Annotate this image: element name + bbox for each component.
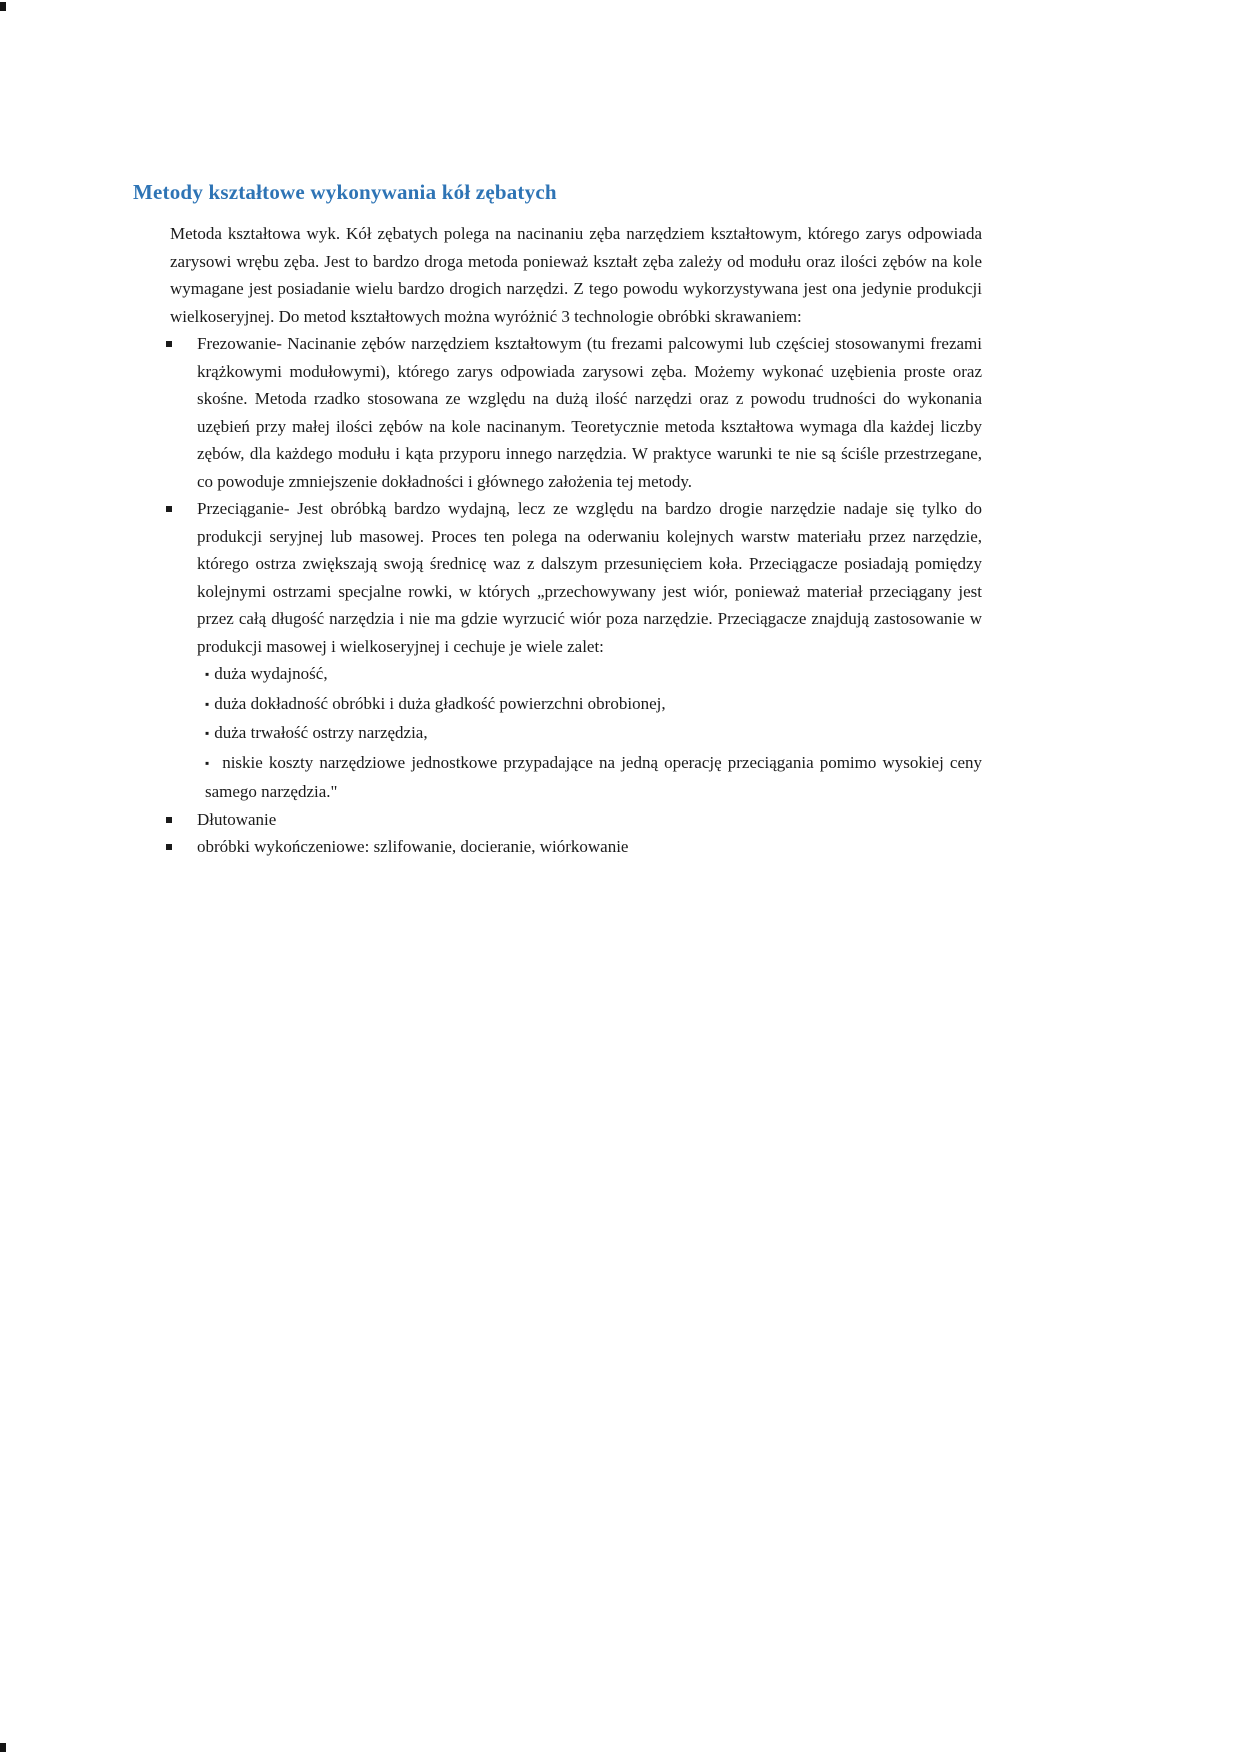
scan-artifact-top — [0, 2, 6, 11]
list-item-text: obróbki wykończeniowe: szlifowanie, docieranie, wiórkowanie — [197, 837, 629, 856]
intro-paragraph: Metoda kształtowa wyk. Kół zębatych polega na nacinaniu zęba narzędziem kształtowym, którego zarys odpowiada zarysowi wrębu zęba. Jest to bardzo droga metoda ponieważ kształt zęba zależy od modułu oraz ilości zębów na kole wymagane jest posiadanie wielu bardzo drogich narzędzi. Z tego powodu wykorzystywana jest ona jedynie produkcji wielkoseryjnej. Do metod kształtowych można wyróżnić 3 technologie obróbki skrawaniem: — [170, 224, 982, 326]
square-bullet-icon: ▪ — [205, 726, 210, 740]
document-content — [133, 180, 982, 861]
list-item-text: Frezowanie- Nacinanie zębów narzędziem kształtowym (tu frezami palcowymi lub częściej stosowanymi frezami krążkowymi modułowymi), którego zarys odpowiada zarysowi zęba. Możemy wykonać uzębienia proste oraz skośne. Metoda rzadko stosowana ze względu na dużą ilość narzędzi oraz z powodu trudności do wykonania uzębień przy małej ilości zębów na kole nacinanym. Teoretycznie metoda kształtowa wymaga dla każdej liczby zębów, dla każdego modułu i kąta przyporu innego narzędzia. W praktyce warunki te nie są ściśle przestrzegane, co powoduje zmniejszenie dokładności i głównego założenia tej metody. — [197, 334, 982, 491]
bullet-icon — [166, 844, 172, 850]
sub-item-text: niskie koszty narzędziowe jednostkowe przypadające na jedną operację przeciągania pomimo wysokiej ceny samego narzędzia." — [205, 752, 983, 801]
list-item-frezowanie — [166, 330, 982, 495]
bullet-icon — [166, 817, 172, 823]
sub-list-item — [205, 719, 982, 749]
square-bullet-icon: ▪ — [205, 696, 210, 711]
sub-list-item — [205, 660, 982, 690]
list-item-obrobki-wykonczeniowe — [166, 833, 982, 861]
bullet-list — [133, 330, 982, 861]
sub-list-item — [205, 749, 982, 806]
bullet-icon — [166, 341, 172, 347]
sub-bullet-list — [205, 660, 982, 806]
list-item-dlutowanie — [166, 806, 982, 834]
sub-item-text: duża dokładność obróbki i duża gładkość powierzchni obrobionej, — [214, 693, 666, 713]
bullet-icon — [166, 506, 172, 512]
list-item-text: Przeciąganie- Jest obróbką bardzo wydajną, lecz ze względu na bardzo drogie narzędzie nadaje się tylko do produkcji seryjnej lub masowej. Proces ten polega na oderwaniu kolejnych warstw materiału przez narzędzie, którego ostrza zwiększają swoją średnicę waz z dalszym przesunięciem koła. Przeciągacze posiadają pomiędzy kolejnymi ostrzami specjalne rowki, w których „przechowywany jest wiór, ponieważ materiał przeciągany jest przez całą długość narzędzia i nie ma gdzie wyrzucić wiór poza narzędzie. Przeciągacze znajdują zastosowanie w produkcji masowej i wielkoseryjnej i cechuje je wiele zalet: — [197, 499, 982, 656]
sub-list-item — [205, 690, 982, 720]
sub-item-text: duża trwałość ostrzy narzędzia, — [214, 723, 428, 742]
sub-item-text: duża wydajność, — [214, 664, 328, 683]
list-item-text: Dłutowanie — [197, 809, 277, 829]
square-bullet-icon: ▪ — [205, 667, 210, 681]
square-bullet-icon: ▪ — [205, 755, 212, 770]
scan-artifact-bottom — [0, 1743, 6, 1752]
page-title: Metody kształtowe wykonywania kół zębatych — [133, 180, 557, 204]
list-item-przeciaganie — [166, 495, 982, 806]
